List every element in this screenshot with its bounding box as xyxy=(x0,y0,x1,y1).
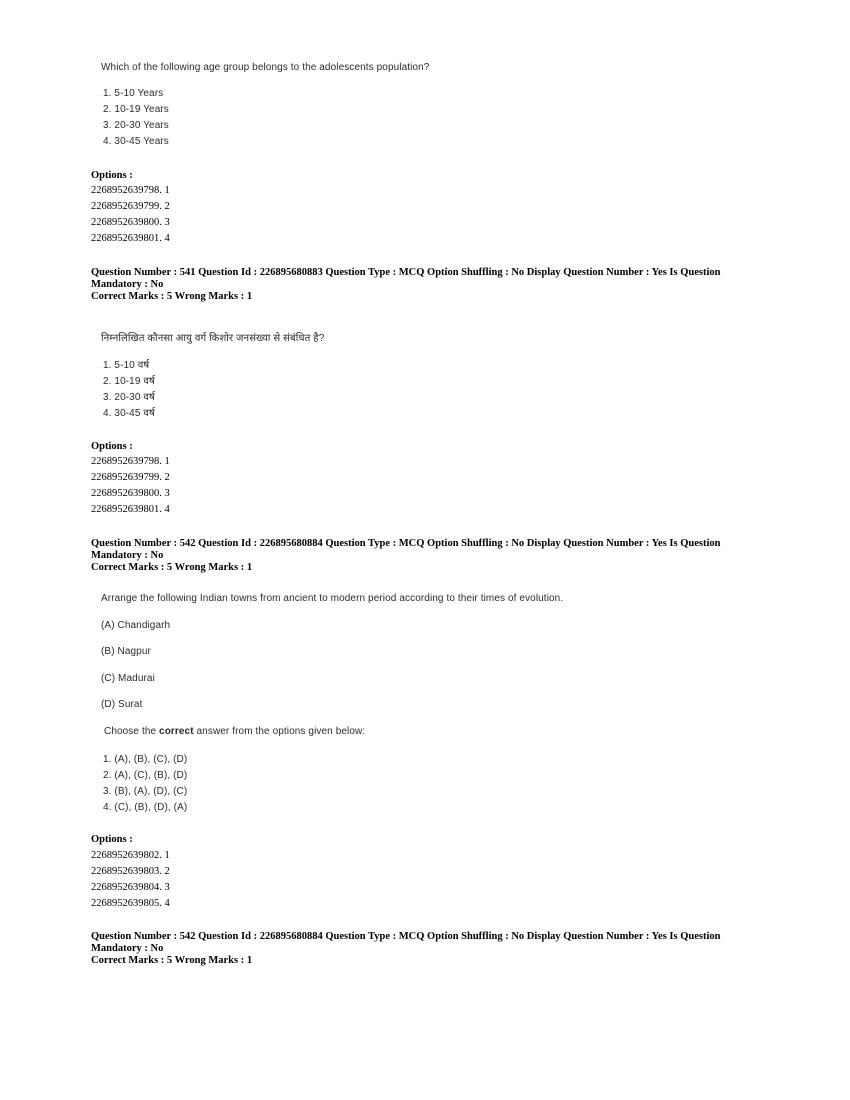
options-label: Options : xyxy=(91,834,133,845)
answer-choices xyxy=(103,86,169,150)
question-mandatory-line: Mandatory : No xyxy=(91,279,164,290)
option-id: 2268952639800. 3 xyxy=(91,488,170,499)
option-id: 2268952639800. 3 xyxy=(91,217,170,228)
question-meta-line: Question Number : 542 Question Id : 226895680884 Question Type : MCQ Option Shuffling : No Display Question Number : Yes Is Question xyxy=(91,931,721,942)
answer-choice: 1. 5-10 वर्ष xyxy=(103,360,150,371)
question-text-english: Arrange the following Indian towns from ancient to modern period according to their times of evolution. xyxy=(101,593,564,604)
statement-item: (A) Chandigarh xyxy=(101,620,171,631)
option-id: 2268952639799. 2 xyxy=(91,472,170,483)
question-mandatory-line: Mandatory : No xyxy=(91,550,164,561)
question-meta-line: Question Number : 542 Question Id : 226895680884 Question Type : MCQ Option Shuffling : No Display Question Number : Yes Is Question xyxy=(91,538,721,549)
options-list xyxy=(91,848,170,912)
answer-choices xyxy=(103,358,155,422)
answer-choice: 1. (A), (B), (C), (D) xyxy=(103,754,188,765)
option-id: 2268952639801. 4 xyxy=(91,233,170,244)
answer-choice: 4. (C), (B), (D), (A) xyxy=(103,802,188,813)
question-meta-line: Question Number : 541 Question Id : 226895680883 Question Type : MCQ Option Shuffling : No Display Question Number : Yes Is Question xyxy=(91,267,721,278)
option-id: 2268952639801. 4 xyxy=(91,504,170,515)
option-id: 2268952639798. 1 xyxy=(91,456,170,467)
answer-choice: 1. 5-10 Years xyxy=(103,88,164,99)
options-list xyxy=(91,183,170,247)
instruction-pre: Choose the xyxy=(104,726,160,737)
statement-item: (B) Nagpur xyxy=(101,646,151,657)
options-list xyxy=(91,454,170,518)
instruction-text xyxy=(104,726,365,737)
answer-choice: 3. (B), (A), (D), (C) xyxy=(103,786,188,797)
option-id: 2268952639805. 4 xyxy=(91,898,170,909)
instruction-post: answer from the options given below: xyxy=(193,726,366,737)
answer-choice: 2. 10-19 Years xyxy=(103,104,169,115)
answer-choice: 4. 30-45 Years xyxy=(103,136,169,147)
options-label: Options : xyxy=(91,170,133,181)
answer-choice: 4. 30-45 वर्ष xyxy=(103,408,155,419)
instruction-emphasis: correct xyxy=(159,726,194,737)
option-id: 2268952639799. 2 xyxy=(91,201,170,212)
question-marks-line: Correct Marks : 5 Wrong Marks : 1 xyxy=(91,562,253,573)
question-header xyxy=(91,538,751,574)
answer-choice: 3. 20-30 Years xyxy=(103,120,169,131)
answer-choice: 3. 20-30 वर्ष xyxy=(103,392,155,403)
options-label: Options : xyxy=(91,441,133,452)
statement-item: (D) Surat xyxy=(101,699,143,710)
answer-choice: 2. (A), (C), (B), (D) xyxy=(103,770,188,781)
option-id: 2268952639804. 3 xyxy=(91,882,170,893)
question-text-hindi: निम्नलिखित कौनसा आयु वर्ग किशोर जनसंख्या से संबंधित है? xyxy=(101,333,325,344)
statement-item: (C) Madurai xyxy=(101,673,155,684)
question-marks-line: Correct Marks : 5 Wrong Marks : 1 xyxy=(91,291,253,302)
question-header xyxy=(91,267,751,303)
question-mandatory-line: Mandatory : No xyxy=(91,943,164,954)
option-id: 2268952639798. 1 xyxy=(91,185,170,196)
answer-choice: 2. 10-19 वर्ष xyxy=(103,376,155,387)
question-header xyxy=(91,931,751,967)
question-marks-line: Correct Marks : 5 Wrong Marks : 1 xyxy=(91,955,253,966)
answer-choices xyxy=(103,752,187,816)
option-id: 2268952639803. 2 xyxy=(91,866,170,877)
option-id: 2268952639802. 1 xyxy=(91,850,170,861)
question-text-english: Which of the following age group belongs to the adolescents population? xyxy=(101,62,430,73)
